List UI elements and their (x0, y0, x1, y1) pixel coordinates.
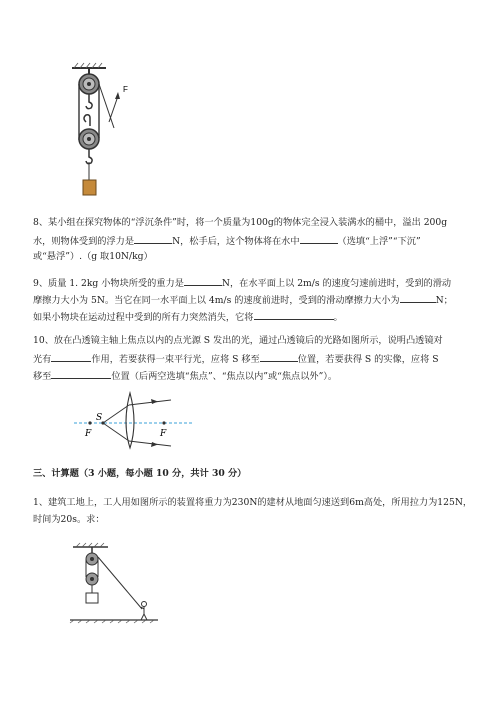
q9-blank-motion-state[interactable] (254, 309, 334, 320)
calc1-line1: 1、建筑工地上，工人用如图所示的装置将重力为230N的建材从地面匀速送到6m高处，所用拉力为125N， (33, 497, 473, 508)
q10-blank-effect[interactable] (51, 351, 91, 362)
construction-pulley-figure (68, 543, 168, 623)
q8-line1: 8、某小组在探究物体的“浮沉条件”时，将一个质量为100g的物体完全浸入装满水的桶中，溢出 200g (33, 217, 448, 228)
q8-blank-motion[interactable] (300, 233, 338, 244)
q10-line3: 移至 位置（后两空选填“焦点”、“焦点以内”或“焦点以外”）。 (33, 368, 337, 384)
q10-line2: 光有 作用，若要获得一束平行光，应将 S 移至 位置，若要获得 S 的实像，应将 S (33, 351, 439, 367)
calc1-line2: 时间为20s。求： (33, 514, 105, 525)
force-label: F (123, 85, 128, 94)
q9-blank-friction[interactable] (400, 292, 436, 303)
q9-line3: 如果小物块在运动过程中受到的所有力突然消失，它将 。 (33, 309, 343, 325)
q10-blank-real-image[interactable] (51, 368, 111, 379)
q9-line2: 摩擦力大小为 5N。当它在同一水平面上以 4m/s 的速度前进时，受到的滑动摩擦力大小为 N； (33, 292, 453, 308)
q10-blank-parallel[interactable] (260, 351, 298, 362)
source-s-label: S (96, 413, 103, 423)
q9-blank-gravity[interactable] (184, 275, 222, 286)
focus-left-label: F (85, 429, 92, 439)
q8-line2: 水，则物体受到的浮力是 N，松手后，这个物体将在水中 （选填“上浮”“下沉” (33, 233, 421, 249)
section3-heading: 三、计算题（3 小题，每小题 10 分，共计 30 分） (33, 468, 247, 479)
q9-line1: 9、质量 1. 2kg 小物块所受的重力是 N，在水平面上以 2m/s 的速度匀速前进时，受到的滑动 (33, 275, 451, 291)
pulley-system-figure (60, 62, 140, 202)
q8-line3: 或“悬浮”）.（g 取10N/kg） (33, 251, 153, 262)
q10-line1: 10、放在凸透镜主轴上焦点以内的点光源 S 发出的光，通过凸透镜后的光路如图所示，说明凸透镜对 (33, 335, 443, 346)
q8-blank-buoyancy[interactable] (134, 233, 172, 244)
focus-right-label: F (160, 429, 167, 439)
convex-lens-figure (70, 390, 200, 450)
